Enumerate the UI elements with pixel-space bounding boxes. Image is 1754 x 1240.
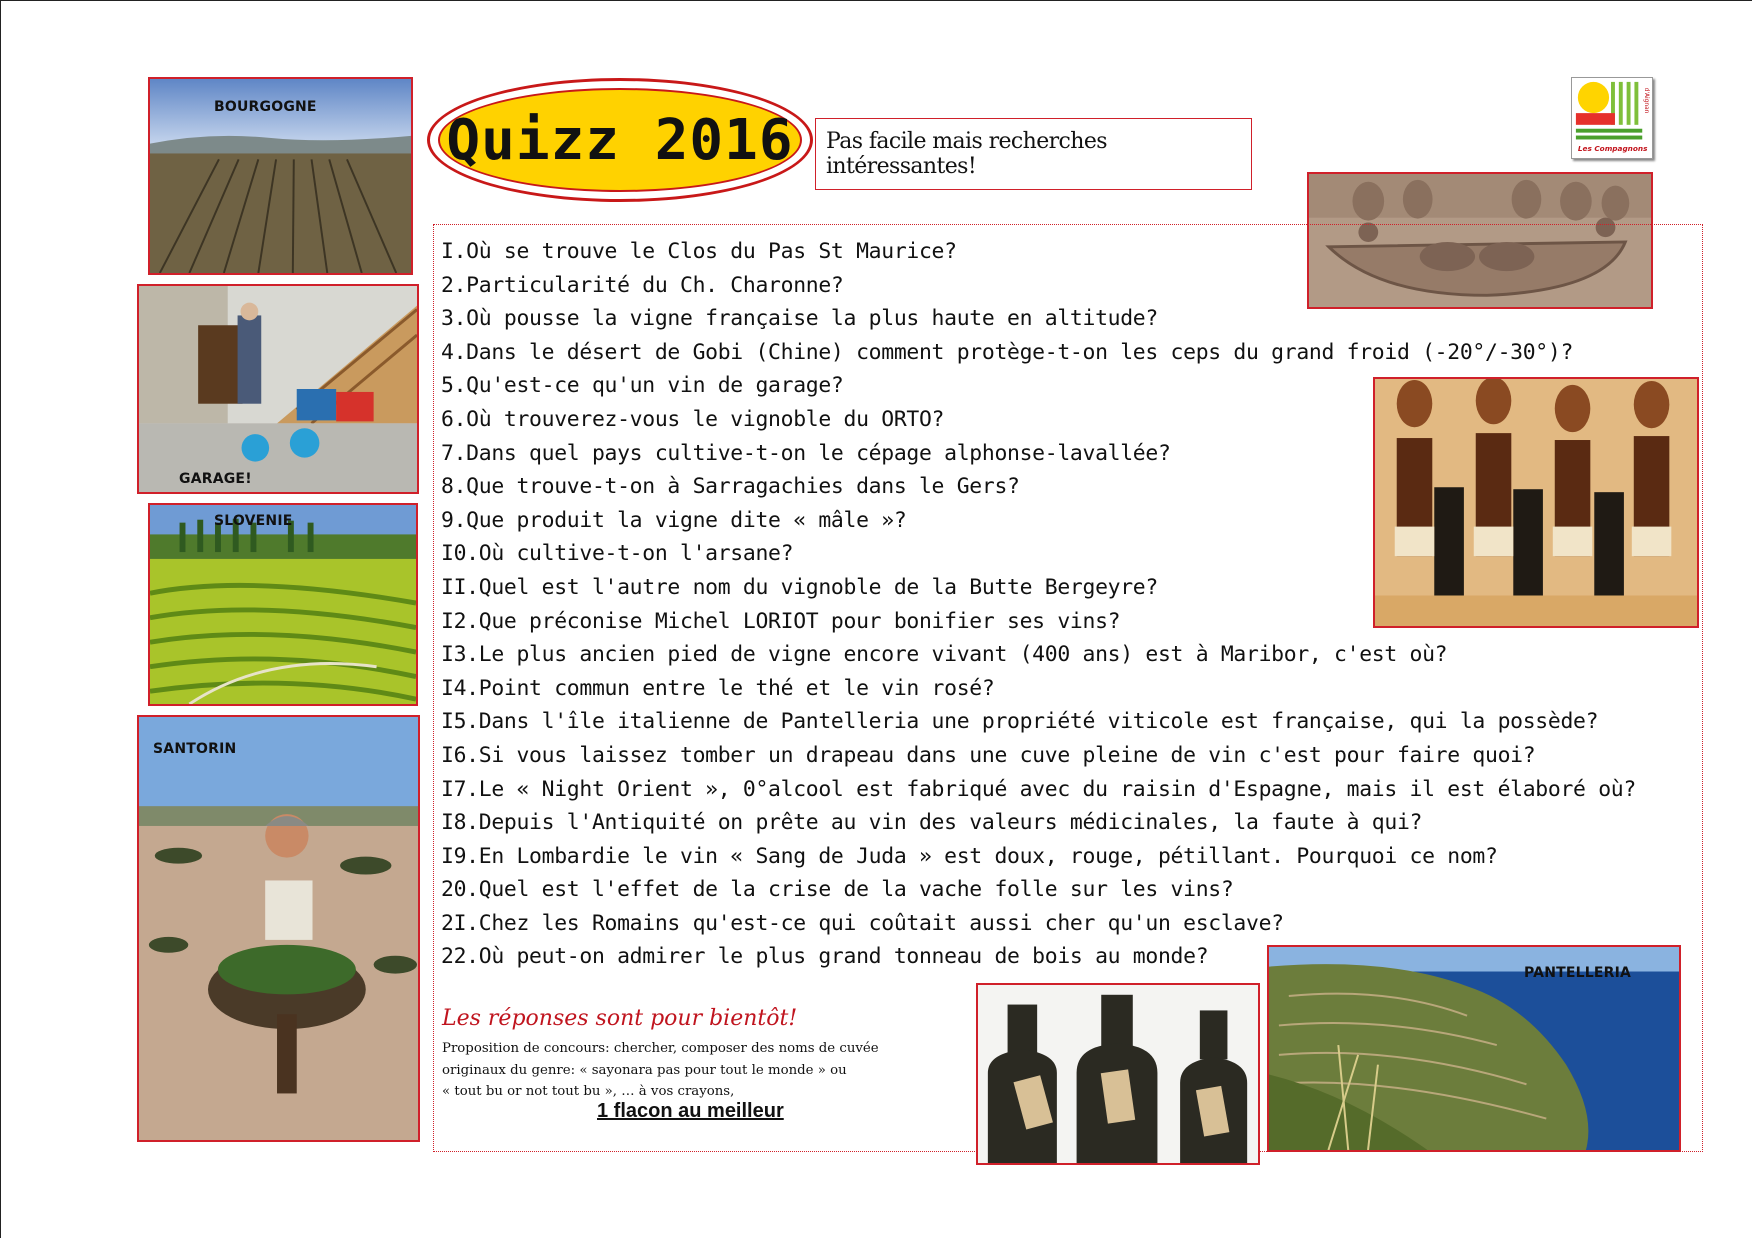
photo-garage: [137, 284, 419, 494]
question-item: 3.Où pousse la vigne française la plus haute en altitude?: [441, 306, 1158, 332]
question-item: I2.Que préconise Michel LORIOT pour bonifier ses vins?: [441, 608, 1121, 634]
proposition-line: Proposition de concours: chercher, composer des noms de cuvée: [442, 1041, 879, 1056]
photo-caption-slovenie: SLOVENIE: [214, 513, 293, 529]
photo-old-bottles: [976, 983, 1260, 1165]
title-oval-fill: [438, 88, 802, 192]
photo-caption-garage: GARAGE!: [179, 471, 252, 487]
question-item: 9.Que produit la vigne dite « mâle »?: [441, 507, 907, 533]
compagnons-logo: [1571, 77, 1653, 159]
logo-side-text: d'Aignan: [1643, 87, 1650, 114]
question-item: I8.Depuis l'Antiquité on prête au vin des valeurs médicinales, la faute à qui?: [441, 810, 1423, 836]
question-item: 8.Que trouve-t-on à Sarragachies dans le Gers?: [441, 474, 1020, 500]
question-item: 2I.Chez les Romains qu'est-ce qui coûtait aussi cher qu'un esclave?: [441, 910, 1284, 936]
contest-proposition: [442, 1038, 962, 1103]
question-item: 4.Dans le désert de Gobi (Chine) comment protège-t-on les ceps du grand froid (-20°/-30°)?: [441, 339, 1574, 365]
proposition-line: « tout bu or not tout bu », … à vos crayons,: [442, 1084, 735, 1099]
subtitle-text: Pas facile mais recherches intéressantes!: [826, 129, 1107, 179]
photo-pantelleria: [1267, 945, 1681, 1152]
photo-caption-santorin: SANTORIN: [153, 741, 237, 757]
photo-bourgogne: [148, 77, 413, 275]
subtitle-box: [815, 118, 1252, 190]
answers-soon-text: Les réponses sont pour bientôt!: [442, 1006, 798, 1031]
question-item: 6.Où trouverez-vous le vignoble du ORTO?: [441, 406, 945, 432]
proposition-line: originaux du genre: « sayonara pas pour tout le monde » ou: [442, 1062, 847, 1078]
photo-slovenie: [148, 503, 418, 706]
question-item: 2.Particularité du Ch. Charonne?: [441, 272, 844, 298]
prize-text: 1 flacon au meilleur: [597, 1100, 784, 1122]
question-item: I4.Point commun entre le thé et le vin rosé?: [441, 675, 995, 701]
page-title: Quizz 2016: [446, 107, 794, 173]
question-item: 22.Où peut-on admirer le plus grand tonneau de bois au monde?: [441, 944, 1209, 970]
question-item: I3.Le plus ancien pied de vigne encore vivant (400 ans) est à Maribor, c'est où?: [441, 642, 1448, 668]
question-item: I5.Dans l'île italienne de Pantelleria une propriété viticole est française, qui la possède?: [441, 709, 1599, 735]
question-item: I0.Où cultive-t-on l'arsane?: [441, 541, 794, 567]
title-oval: [427, 78, 813, 202]
terraced-vineyard-image: [150, 505, 416, 704]
question-item: 7.Dans quel pays cultive-t-on le cépage alphonse-lavallée?: [441, 440, 1171, 466]
photo-egyptian-painting: [1373, 377, 1699, 628]
photo-santorin: [137, 715, 420, 1142]
logo-text: Les Compagnons: [1577, 144, 1648, 154]
question-item: 5.Qu'est-ce qu'un vin de garage?: [441, 373, 844, 399]
question-item: I7.Le « Night Orient », 0°alcool est fabriqué avec du raisin d'Espagne, mais il est élaboré où?: [441, 776, 1636, 802]
logo-icon: [1572, 78, 1652, 158]
photo-caption-bourgogne: BOURGOGNE: [214, 99, 317, 115]
question-item: I9.En Lombardie le vin « Sang de Juda » est doux, rouge, pétillant. Pourquoi ce nom?: [441, 843, 1498, 869]
photo-caption-pantelleria: PANTELLERIA: [1524, 965, 1632, 981]
santorin-vine-image: [139, 717, 418, 1140]
old-wine-bottles-image: [978, 985, 1258, 1163]
question-item: I6.Si vous laissez tomber un drapeau dans une cuve pleine de vin c'est pour faire quoi?: [441, 742, 1536, 768]
egyptian-wine-bearers-image: [1375, 379, 1697, 626]
question-item: I.Où se trouve le Clos du Pas St Maurice?: [441, 239, 957, 264]
question-item: II.Quel est l'autre nom du vignoble de la Butte Bergeyre?: [441, 574, 1158, 600]
garage-scene-image: [139, 286, 417, 492]
question-item: 20.Quel est l'effet de la crise de la vache folle sur les vins?: [441, 877, 1234, 903]
